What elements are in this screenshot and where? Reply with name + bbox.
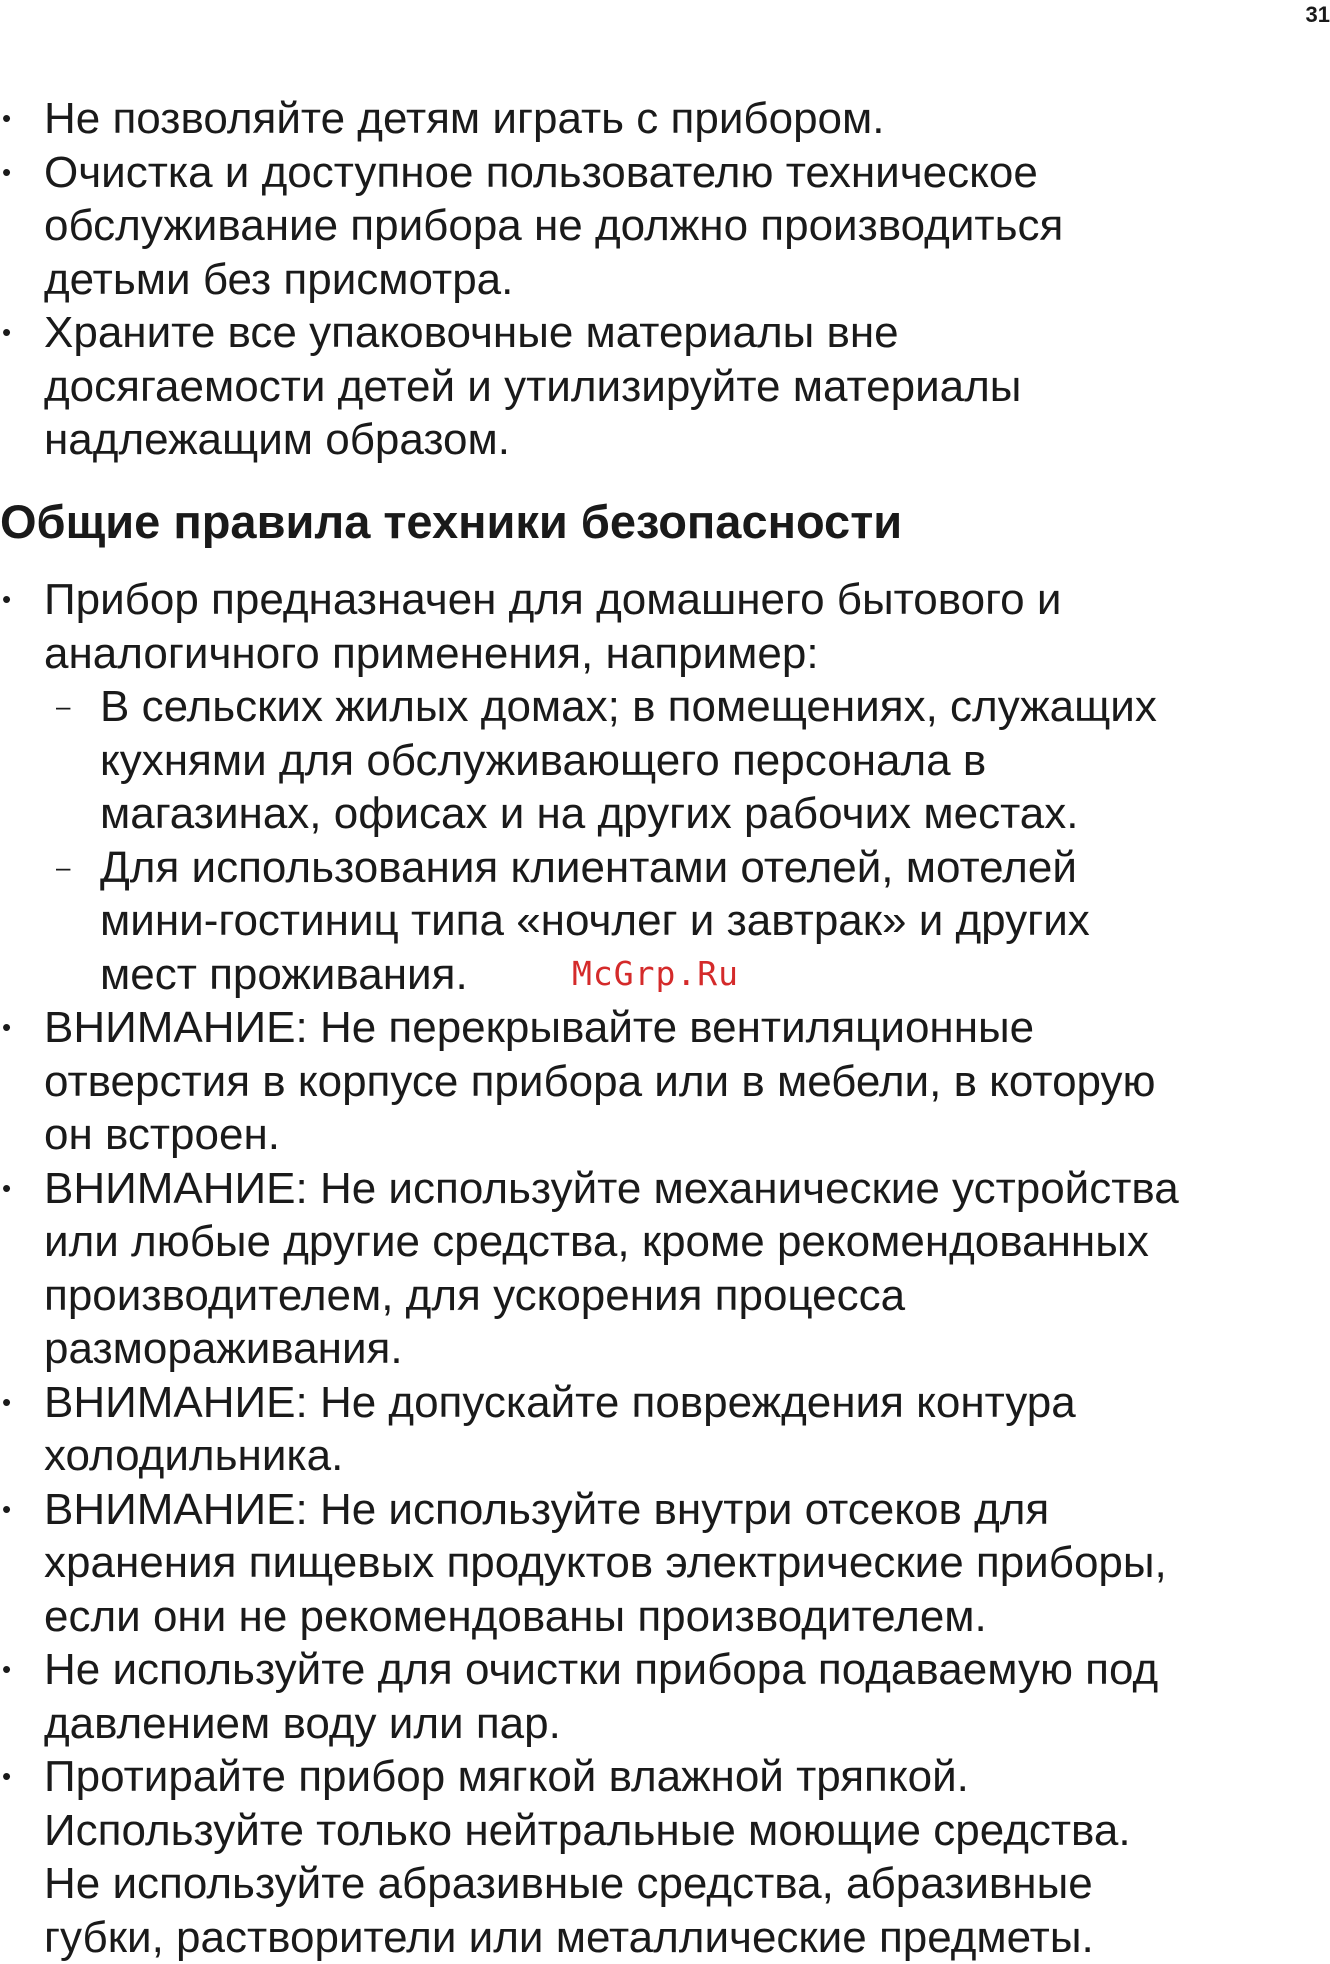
list-item-text: Храните все упаковочные материалы вне (44, 306, 1325, 360)
list-item (0, 1483, 1325, 1644)
list-item-text: Не используйте для очистки прибора подаваемую под (44, 1643, 1325, 1697)
list-item-text: кухнями для обслуживающего персонала в (100, 734, 1325, 788)
list-item (0, 1750, 1325, 1964)
bullet-icon: • (2, 146, 11, 200)
list-item-text: Прибор предназначен для домашнего бытового и (44, 573, 1325, 627)
list-item-text: ВНИМАНИЕ: Не используйте внутри отсеков для (44, 1483, 1325, 1537)
list-item-text: В сельских жилых домах; в помещениях, служащих (100, 680, 1325, 734)
bullet-icon: • (2, 1001, 11, 1055)
list-item (0, 146, 1325, 307)
list-item (0, 1643, 1325, 1750)
list-item-text: производителем, для ускорения процесса (44, 1269, 1325, 1323)
list-item-text: досягаемости детей и утилизируйте материалы (44, 360, 1325, 414)
list-item (0, 92, 1325, 146)
bullet-icon: • (2, 1483, 11, 1537)
bullet-icon: • (2, 1376, 11, 1430)
list-item-text: аналогичного применения, например: (44, 627, 1325, 681)
bullet-icon: • (2, 1162, 11, 1216)
bullet-icon: • (2, 1750, 11, 1804)
bullet-icon: • (2, 573, 11, 627)
list-item-text: мини-гостиниц типа «ночлег и завтрак» и других (100, 894, 1325, 948)
list-item-text: ВНИМАНИЕ: Не перекрывайте вентиляционные (44, 1001, 1325, 1055)
list-item-text: отверстия в корпусе прибора или в мебели, в которую (44, 1055, 1325, 1109)
list-item (0, 306, 1325, 467)
sub-list-item (44, 680, 1325, 841)
list-item-text: обслуживание прибора не должно производиться (44, 199, 1325, 253)
list-item-text: Для использования клиентами отелей, мотелей (100, 841, 1325, 895)
list-item-text: Не используйте абразивные средства, абразивные (44, 1857, 1325, 1911)
sub-list (0, 680, 1325, 1001)
dash-icon: – (56, 680, 70, 734)
safety-rules-list (0, 573, 1325, 1964)
page-number: 31 (1306, 2, 1330, 28)
list-item-text: Не позволяйте детям играть с прибором. (44, 92, 1325, 146)
section-heading: Общие правила техники безопасности (0, 494, 902, 550)
list-item-text: если они не рекомендованы производителем. (44, 1590, 1325, 1644)
list-item-text: магазинах, офисах и на других рабочих местах. (100, 787, 1325, 841)
list-item-text: или любые другие средства, кроме рекомендованных (44, 1215, 1325, 1269)
list-item-text: хранения пищевых продуктов электрические приборы, (44, 1536, 1325, 1590)
list-item-text: детьми без присмотра. (44, 253, 1325, 307)
list-item (0, 1162, 1325, 1376)
list-item-text: Очистка и доступное пользователю техническое (44, 146, 1325, 200)
bullet-icon: • (2, 92, 11, 146)
bullet-icon: • (2, 306, 11, 360)
list-item-text: надлежащим образом. (44, 413, 1325, 467)
list-item-text: Используйте только нейтральные моющие средства. (44, 1804, 1325, 1858)
intro-bullet-list (0, 92, 1325, 467)
list-item (0, 1001, 1325, 1162)
watermark: McGrp.Ru (572, 954, 739, 993)
list-item-text: мест проживания. (100, 948, 1325, 1002)
list-item-text: он встроен. (44, 1108, 1325, 1162)
list-item-text: ВНИМАНИЕ: Не допускайте повреждения контура (44, 1376, 1325, 1430)
bullet-icon: • (2, 1643, 11, 1697)
list-item-text: давлением воду или пар. (44, 1697, 1325, 1751)
list-item-text: размораживания. (44, 1322, 1325, 1376)
dash-icon: – (56, 841, 70, 895)
list-item (0, 1376, 1325, 1483)
list-item-text: холодильника. (44, 1429, 1325, 1483)
list-item (0, 573, 1325, 1001)
list-item-text: ВНИМАНИЕ: Не используйте механические устройства (44, 1162, 1325, 1216)
list-item-text: губки, растворители или металлические предметы. (44, 1911, 1325, 1964)
list-item-text: Протирайте прибор мягкой влажной тряпкой. (44, 1750, 1325, 1804)
